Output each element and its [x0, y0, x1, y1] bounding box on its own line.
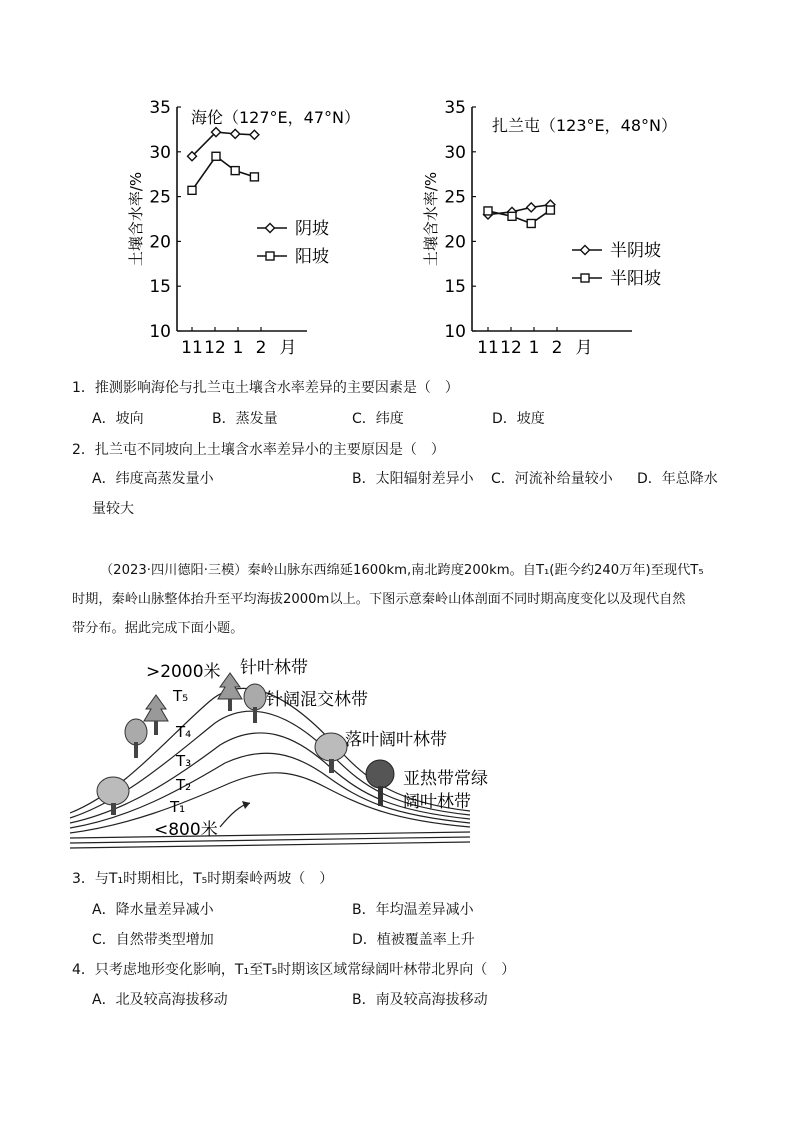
broadleaf-tree-icon	[315, 733, 347, 773]
data-point-square	[231, 167, 239, 175]
data-point-diamond	[527, 203, 536, 212]
y-axis-label: 土壤含水率/%	[127, 171, 145, 267]
q1-option-b[interactable]: B．蒸发量	[212, 411, 278, 427]
y-tick-label: 10	[444, 322, 466, 342]
legend-diamond-icon	[581, 246, 590, 255]
q3-option-c[interactable]: C．自然带类型增加	[92, 932, 214, 948]
chart-title: 扎兰屯（123°E，48°N）	[492, 116, 677, 135]
data-point-square	[250, 173, 258, 181]
q3-option-d[interactable]: D．植被覆盖率上升	[352, 932, 475, 948]
passage	[72, 556, 732, 643]
x-tick-label: 11	[181, 338, 203, 358]
x-unit-label: 月	[575, 338, 593, 358]
q2-option-b[interactable]: B．太阳辐射差异小	[352, 471, 474, 487]
chart-title: 海伦（127°E，47°N）	[191, 108, 360, 127]
broadleaf-tree-icon	[244, 684, 266, 723]
data-point-square	[508, 212, 516, 220]
x-tick-label: 1	[528, 338, 540, 358]
q3-option-b[interactable]: B．年均温差异减小	[352, 902, 474, 918]
passage-line-3: 带分布。据此完成下面小题。	[72, 621, 244, 636]
x-unit-label: 月	[279, 338, 297, 358]
altitude-bottom-label: <800米	[154, 820, 218, 840]
y-tick-label: 35	[444, 98, 466, 118]
evergreen-tree-icon	[366, 760, 394, 806]
period-label-t4: T₄	[176, 723, 192, 741]
legend-label: 半阴坡	[610, 241, 661, 261]
broadleaf-tree-icon	[125, 719, 147, 758]
y-tick-label: 15	[444, 277, 466, 298]
y-tick-label: 30	[444, 142, 466, 163]
legend-diamond-icon	[266, 224, 275, 233]
y-tick-label: 35	[149, 98, 171, 118]
period-label-t5: T₅	[173, 687, 189, 705]
x-tick-label: 12	[500, 338, 522, 358]
chart-legend	[257, 219, 329, 267]
y-tick-label: 10	[149, 322, 171, 342]
data-point-diamond	[231, 129, 240, 138]
legend-label: 半阳坡	[610, 269, 661, 289]
broadleaf-tree-icon	[97, 777, 129, 815]
q3-option-a[interactable]: A．降水量差异减小	[92, 902, 214, 918]
legend-label: 阴坡	[295, 219, 329, 239]
data-point-square	[546, 206, 554, 214]
chart-hailun	[125, 95, 360, 360]
conifer-tree-icon	[218, 673, 242, 711]
zone-label-evergreen-2: 阔叶林带	[403, 792, 471, 812]
zone-label-conifer: 针叶林带	[240, 658, 308, 678]
series-line-2	[488, 210, 550, 223]
data-point-square	[188, 186, 196, 194]
altitude-top-label: >2000米	[146, 662, 221, 682]
y-tick-label: 25	[149, 187, 171, 208]
data-point-diamond	[250, 130, 259, 139]
question-2: 2．扎兰屯不同坡向上土壤含水率差异小的主要原因是（ ）	[72, 442, 445, 458]
y-tick-label: 15	[149, 277, 171, 298]
passage-line-1: （2023·四川德阳·三模）秦岭山脉东西绵延1600km,南北跨度200km。自T₁(距今约240万年)至现代T₅	[100, 563, 704, 578]
period-label-t3: T₃	[176, 752, 192, 770]
period-label-t1: T₁	[170, 798, 186, 816]
series-line-1	[192, 132, 254, 156]
legend-label: 阳坡	[295, 247, 329, 267]
data-point-square	[484, 207, 492, 215]
q1-option-d[interactable]: D．坡度	[492, 411, 545, 427]
x-tick-label: 12	[204, 338, 226, 358]
y-tick-label: 20	[444, 232, 466, 253]
x-tick-label: 11	[477, 338, 499, 358]
passage-line-2: 时期，秦岭山脉整体抬升至平均海拔2000m以上。下图示意秦岭山体剖面不同时期高度变化以及现代自然	[72, 592, 686, 607]
period-label-t2: T₂	[176, 776, 192, 794]
q2-option-c[interactable]: C．河流补给量较小	[491, 471, 613, 487]
q1-option-c[interactable]: C．纬度	[352, 411, 404, 427]
q2-option-d-wrap: 量较大	[92, 501, 134, 517]
x-tick-label: 2	[551, 338, 563, 358]
series-line-2	[192, 156, 254, 190]
y-tick-label: 30	[149, 142, 171, 163]
q4-option-a[interactable]: A．北及较高海拔移动	[92, 992, 228, 1008]
q1-option-a[interactable]: A．坡向	[92, 411, 144, 427]
legend-square-icon	[266, 252, 274, 260]
x-tick-label: 1	[232, 338, 244, 358]
question-4: 4．只考虑地形变化影响，T₁至T₅时期该区域常绿阔叶林带北界向（ ）	[72, 962, 516, 978]
q2-option-a[interactable]: A．纬度高蒸发量小	[92, 471, 214, 487]
qinling-profile-diagram	[70, 655, 488, 860]
chart-zhalantun	[420, 95, 677, 360]
data-point-square	[212, 152, 220, 160]
chart-legend	[572, 241, 661, 289]
data-point-square	[527, 219, 535, 227]
y-axis-label: 土壤含水率/%	[422, 171, 440, 267]
zone-label-deciduous: 落叶阔叶林带	[345, 730, 447, 750]
question-1: 1．推测影响海伦与扎兰屯土壤含水率差异的主要因素是（ ）	[72, 380, 459, 396]
q2-option-d[interactable]: D．年总降水	[637, 471, 718, 487]
legend-square-icon	[581, 274, 589, 282]
q4-option-b[interactable]: B．南及较高海拔移动	[352, 992, 488, 1008]
conifer-tree-icon	[144, 695, 168, 735]
y-tick-label: 20	[149, 232, 171, 253]
y-tick-label: 25	[444, 187, 466, 208]
x-tick-label: 2	[255, 338, 267, 358]
zone-label-mixed: 针阔混交林带	[266, 690, 368, 710]
zone-label-evergreen-1: 亚热带常绿	[403, 769, 488, 789]
question-3: 3．与T₁时期相比，T₅时期秦岭两坡（ ）	[72, 871, 334, 887]
